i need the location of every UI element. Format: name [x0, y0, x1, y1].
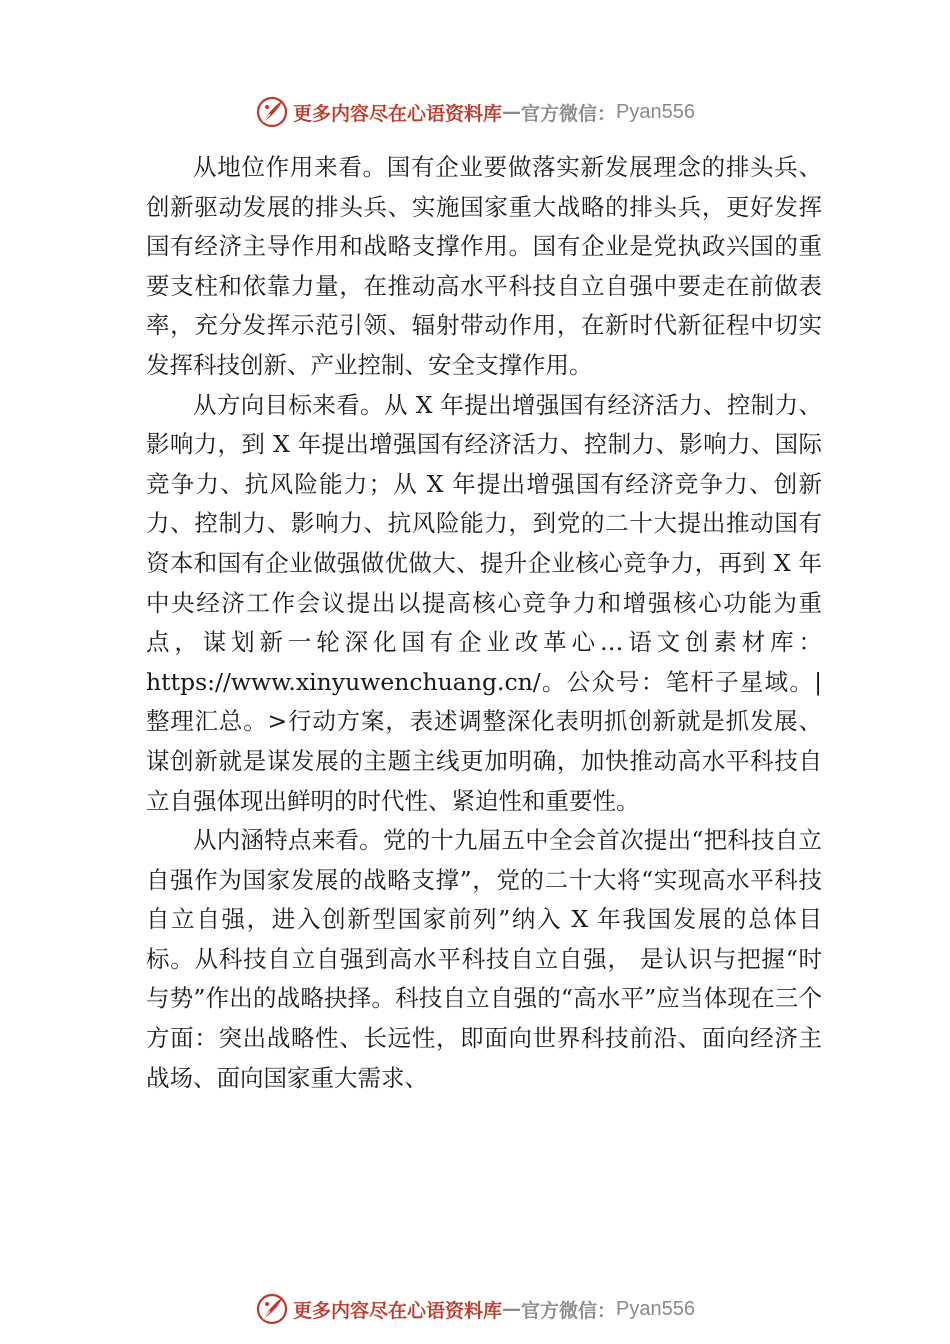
brand-text: 更多内容尽在心语资料库: [293, 102, 503, 125]
header-watermark: [0, 92, 950, 132]
paragraph-position-role: 从地位作用来看。国有企业要做落实新发展理念的排头兵、创新驱动发展的排头兵、实施国家重大战略的排头兵，更好发挥国有经济主导作用和战略支撑作用。国有企业是党执政兴国的重要支柱和依靠力量，在推动高水平科技自立自强中要走在前做表率，充分发挥示范引领、辐射带动作用，在新时代新征程中切实发挥科技创新、产业控制、安全支撑作用。: [146, 153, 822, 379]
wechat-label: 官方微信：: [521, 1299, 617, 1322]
footer-watermark: [0, 1289, 950, 1329]
document-body: [146, 148, 822, 1098]
brand-text: 更多内容尽在心语资料库: [293, 1299, 503, 1322]
wechat-id: Pyan556: [616, 100, 695, 123]
brand-dash: —: [502, 101, 522, 123]
quill-pen-logo-icon: [255, 1292, 289, 1326]
wechat-id: Pyan556: [616, 1297, 695, 1320]
paragraph-connotation-features: 从内涵特点来看。党的十九届五中全会首次提出“把科技自立自强作为国家发展的战略支撑”，党的二十大将“实现高水平科技自立自强，进入创新型国家前列”纳入 X 年我国发展的总体目标。从科技自立自强到高水平科技自立自强， 是认识与把握“时与势”作出的战略抉择。科技自立自强的“高水平”应当体现在三个方面：突出战略性、长远性，即面向世界科技前沿、面向经济主战场、面向国家重大需求、: [146, 826, 822, 1092]
brand-dash: —: [502, 1298, 522, 1320]
paragraph-direction-goal: 从方向目标来看。从 X 年提出增强国有经济活力、控制力、影响力，到 X 年提出增强国有经济活力、控制力、影响力、国际竞争力、抗风险能力；从 X 年提出增强国有经济竞争力、创新力、控制力、影响力、抗风险能力，到党的二十大提出推动国有资本和国有企业做强做优做大、提升企业核心竞争力，再到 X 年中央经济工作会议提出以提高核心竞争力和增强核心功能为重点，谋划新一轮深化国有企业改革心…语文创素材库：https://www.xinyuwenchuang.cn/。公众号：笔杆子星域。|整理汇总。>行动方案，表述调整深化表明抓创新就是抓发展、谋创新就是谋发展的主题主线更加明确，加快推动高水平科技自立自强体现出鲜明的时代性、紧迫性和重要性。: [146, 390, 822, 815]
wechat-label: 官方微信：: [521, 102, 617, 125]
quill-pen-logo-icon: [255, 95, 289, 129]
